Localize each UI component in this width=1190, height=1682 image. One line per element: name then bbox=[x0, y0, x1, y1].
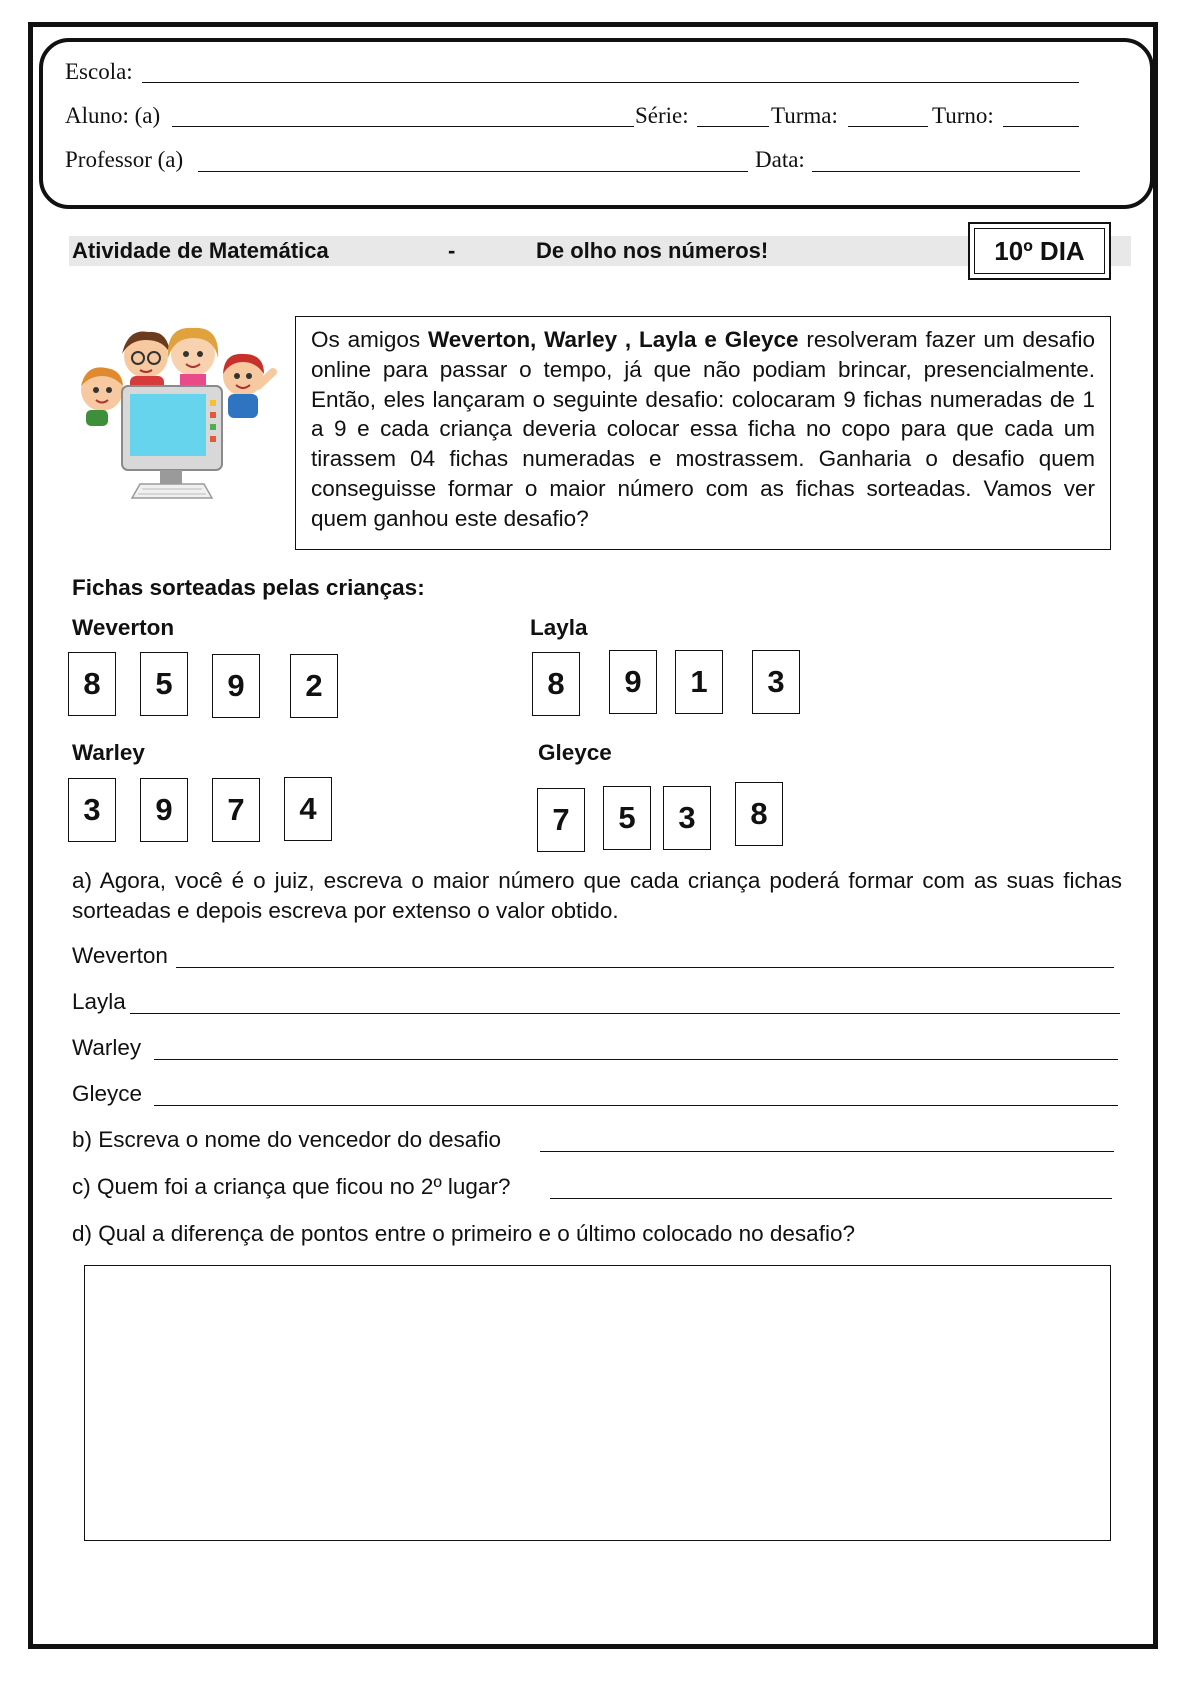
layla-card-2: 9 bbox=[609, 650, 657, 714]
answer-c-line[interactable] bbox=[550, 1198, 1112, 1199]
kids-computer-illustration bbox=[68, 324, 288, 514]
turma-label: Turma: bbox=[771, 103, 838, 128]
weverton-card-3: 9 bbox=[212, 654, 260, 718]
gleyce-card-1: 7 bbox=[537, 788, 585, 852]
question-c: c) Quem foi a criança que ficou no 2º lugar? bbox=[72, 1174, 511, 1199]
aluno-field[interactable] bbox=[172, 126, 634, 127]
story-names: Weverton, Warley , Layla e Gleyce bbox=[427, 327, 799, 352]
answer-weverton-line[interactable] bbox=[176, 967, 1114, 968]
gleyce-card-2: 5 bbox=[603, 786, 651, 850]
turno-field[interactable] bbox=[1003, 126, 1079, 127]
serie-field[interactable] bbox=[697, 126, 769, 127]
serie-label: Série: bbox=[635, 103, 689, 128]
story-body: resolveram fazer um desafio online para passar o tempo, já que não podiam brincar, presencialmente. Então, eles lançaram o seguinte desafio: colocaram 9 fichas numeradas de 1 a 9 e cada criança deveria colocar essa ficha no copo para que cada um tirassem 04 fichas numeradas e mostrassem. Ganharia o desafio quem conseguisse formar o maior número com as fichas sorteadas. Vamos ver quem ganhou este desafio? bbox=[311, 327, 1095, 531]
story-intro: Os amigos bbox=[311, 327, 428, 352]
professor-field[interactable] bbox=[198, 171, 748, 172]
question-d: d) Qual a diferença de pontos entre o primeiro e o último colocado no desafio? bbox=[72, 1221, 855, 1246]
escola-field[interactable] bbox=[142, 82, 1079, 83]
story-text-box bbox=[295, 316, 1111, 550]
question-b: b) Escreva o nome do vencedor do desafio bbox=[72, 1127, 502, 1152]
cards-heading: Fichas sorteadas pelas crianças: bbox=[72, 575, 425, 600]
turno-label: Turno: bbox=[932, 103, 994, 128]
weverton-card-1: 8 bbox=[68, 652, 116, 716]
answer-warley-line[interactable] bbox=[154, 1059, 1118, 1060]
layla-card-3: 1 bbox=[675, 650, 723, 714]
weverton-label: Weverton bbox=[72, 615, 175, 640]
weverton-card-2: 5 bbox=[140, 652, 188, 716]
activity-subject: Atividade de Matemática bbox=[72, 238, 329, 263]
title-dash: - bbox=[448, 238, 456, 263]
gleyce-card-4: 8 bbox=[735, 782, 783, 846]
data-field[interactable] bbox=[812, 171, 1080, 172]
data-label: Data: bbox=[755, 147, 805, 172]
warley-card-4: 4 bbox=[284, 777, 332, 841]
day-label: 10º DIA bbox=[974, 228, 1105, 274]
monitor-screen bbox=[130, 394, 206, 456]
gleyce-card-3: 3 bbox=[663, 786, 711, 850]
answer-layla-line[interactable] bbox=[130, 1013, 1120, 1014]
warley-label: Warley bbox=[72, 740, 145, 765]
answer-gleyce-line[interactable] bbox=[154, 1105, 1118, 1106]
answer-b-line[interactable] bbox=[540, 1151, 1114, 1152]
layla-label: Layla bbox=[530, 615, 588, 640]
question-a: a) Agora, você é o juiz, escreva o maior número que cada criança poderá formar com as suas fichas sorteadas e depois escreva por extenso o valor obtido. bbox=[72, 868, 1122, 923]
answer-d-box[interactable] bbox=[84, 1265, 1111, 1541]
layla-card-1: 8 bbox=[532, 652, 580, 716]
turma-field[interactable] bbox=[848, 126, 928, 127]
warley-card-3: 7 bbox=[212, 778, 260, 842]
keyboard-icon bbox=[132, 484, 212, 498]
activity-theme: De olho nos números! bbox=[536, 238, 769, 263]
weverton-card-4: 2 bbox=[290, 654, 338, 718]
monitor-stand bbox=[160, 470, 182, 484]
warley-card-1: 3 bbox=[68, 778, 116, 842]
aluno-label: Aluno: (a) bbox=[65, 103, 161, 128]
professor-label: Professor (a) bbox=[65, 147, 184, 172]
warley-card-2: 9 bbox=[140, 778, 188, 842]
escola-label: Escola: bbox=[65, 59, 133, 84]
gleyce-label: Gleyce bbox=[538, 740, 612, 765]
day-badge bbox=[968, 222, 1111, 280]
answer-warley-label: Warley bbox=[72, 1035, 142, 1060]
answer-layla-label: Layla bbox=[72, 989, 126, 1014]
answer-weverton-label: Weverton bbox=[72, 943, 168, 968]
answer-gleyce-label: Gleyce bbox=[72, 1081, 143, 1106]
layla-card-4: 3 bbox=[752, 650, 800, 714]
